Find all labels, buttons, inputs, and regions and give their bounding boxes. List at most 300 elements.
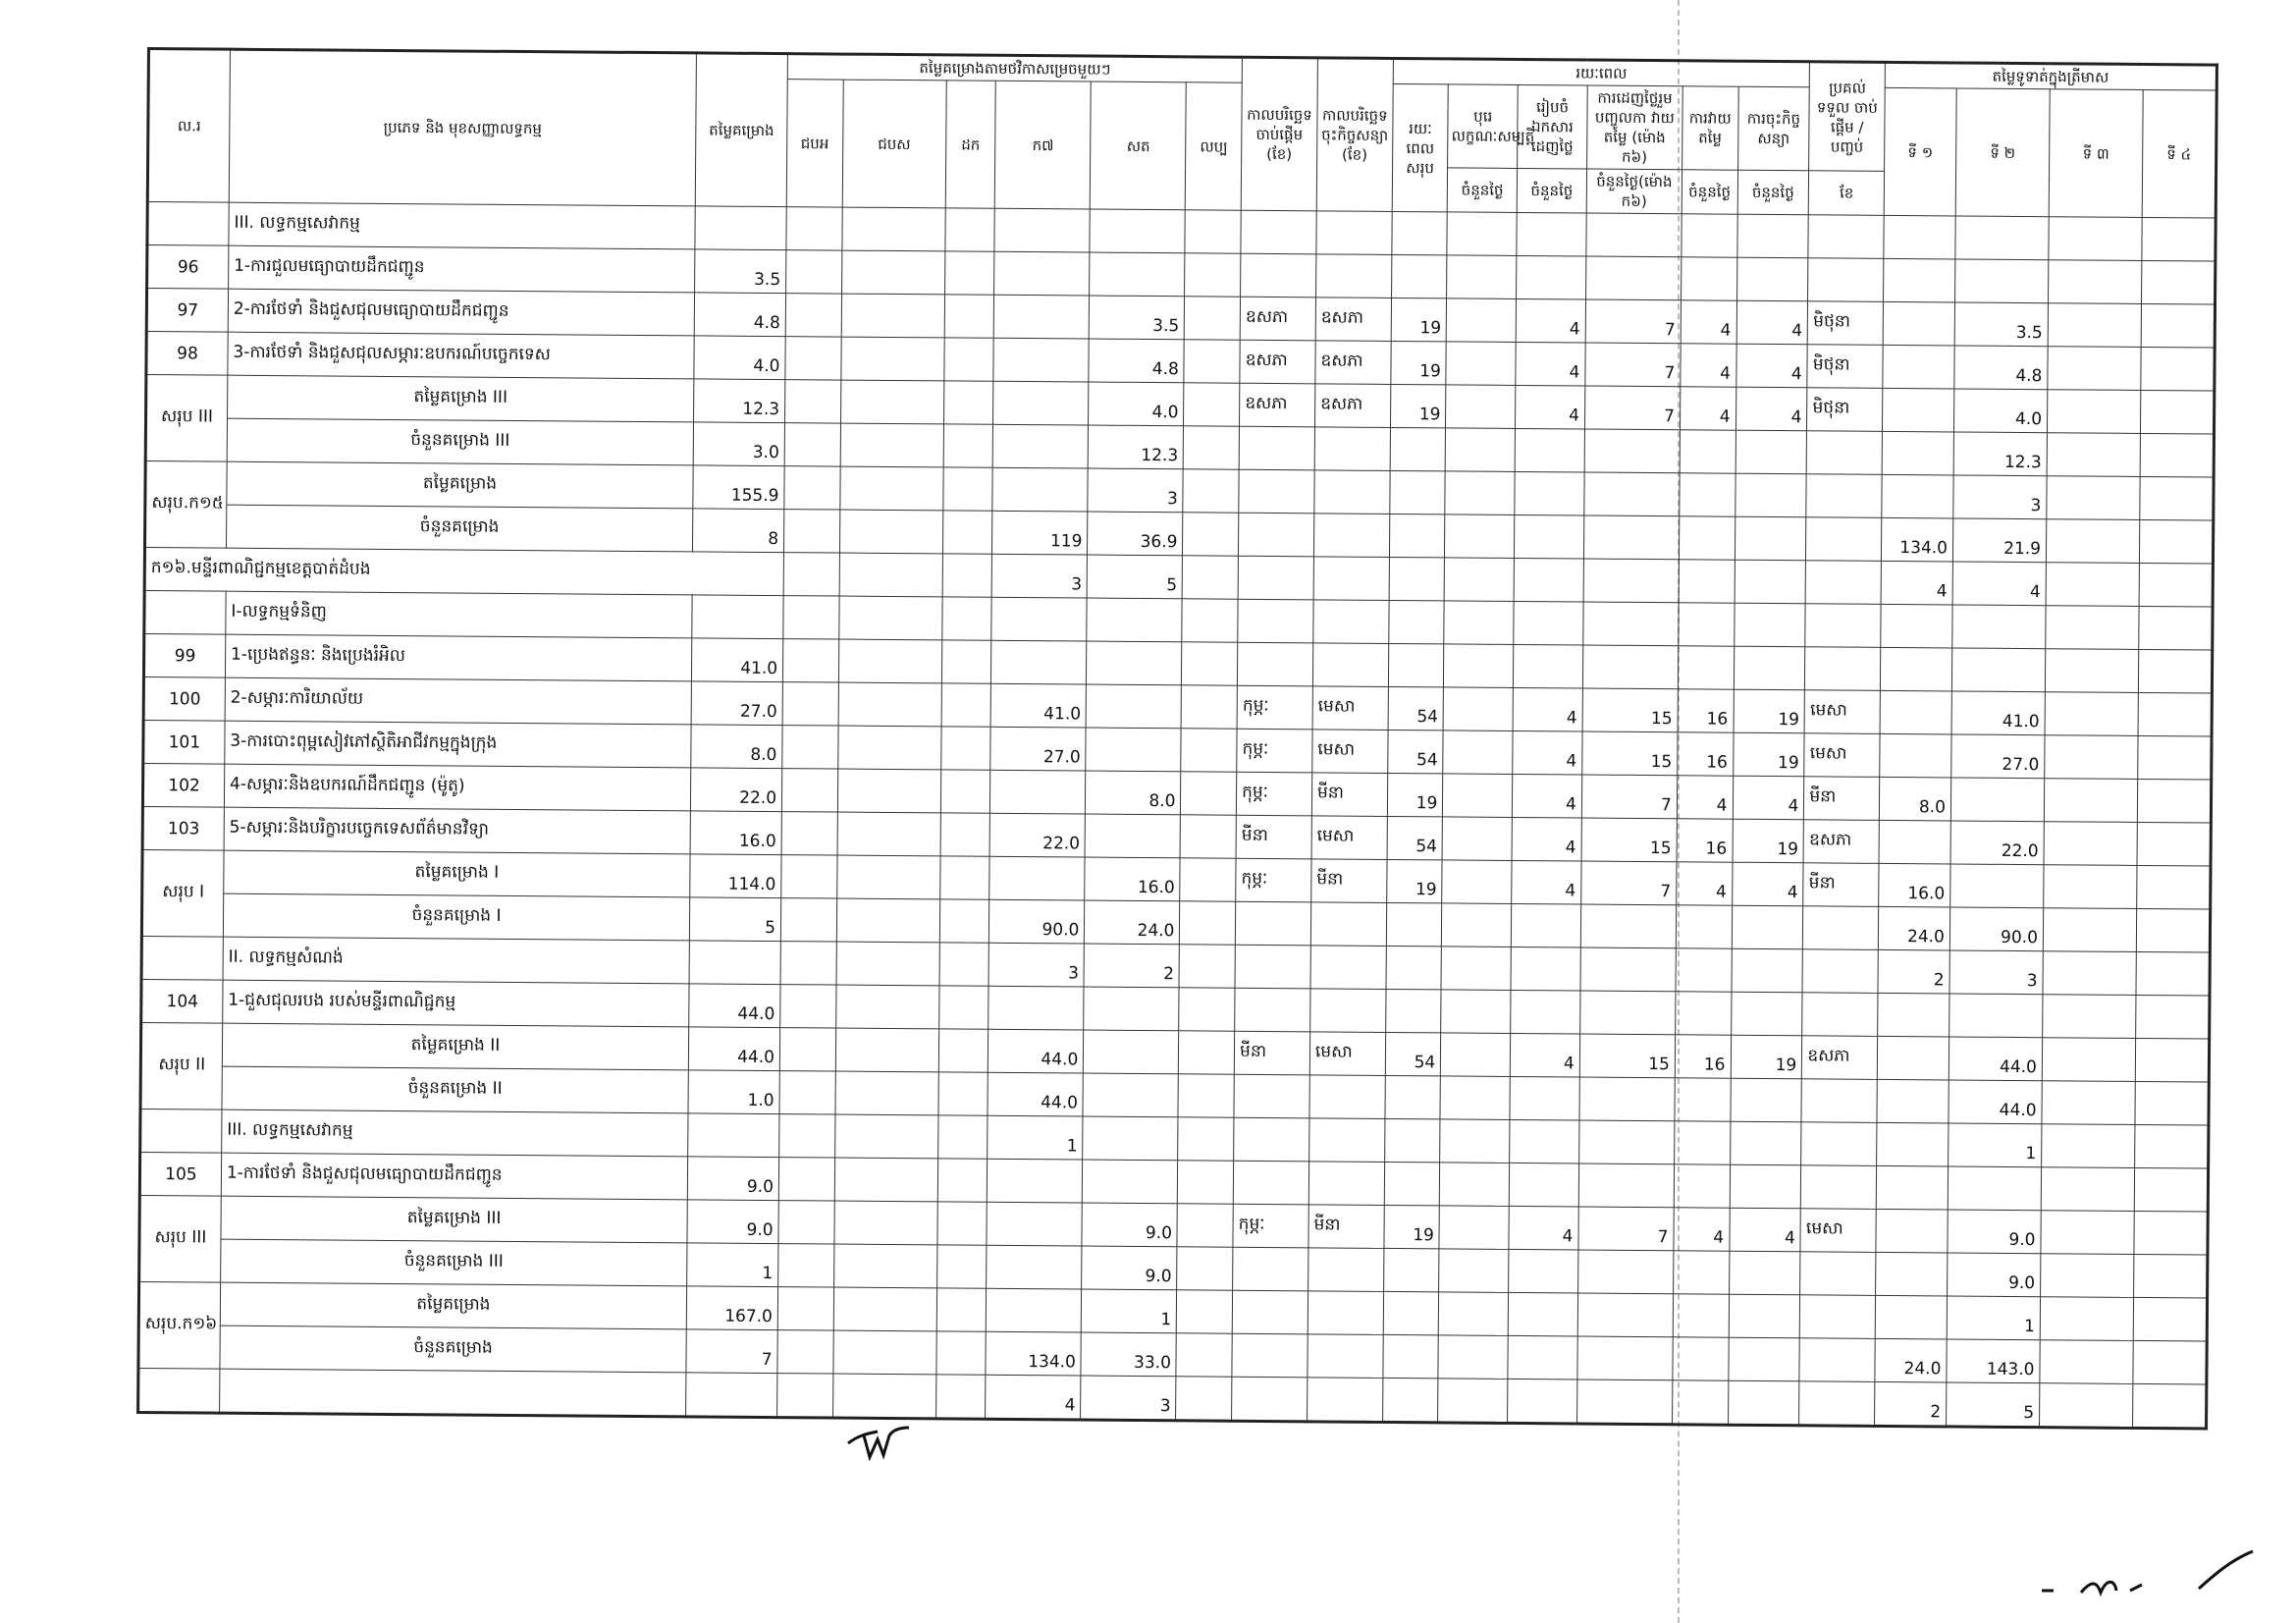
cell-q3 [2046,519,2139,564]
cell-d5: 19 [1734,689,1805,733]
cell-d2 [1515,471,1584,515]
header-by-source: តម្លៃគម្រោងតាមថវិកាសម្រេចមួយៗ [787,54,1242,83]
header-total-duration: រយៈពេលសរុប [1392,83,1449,211]
cell-q1 [1881,647,1952,691]
cell-q3 [2041,1167,2134,1212]
cell-q3 [2043,908,2136,952]
cell-k7 [994,208,1090,252]
cell-total [1389,600,1445,643]
cell-d1 [1443,730,1513,775]
cell-d5: 4 [1735,387,1807,431]
cell-contract [1310,902,1386,947]
cell-d4 [1673,1294,1729,1337]
signature-mark [844,1422,913,1461]
cell-q4 [2133,1383,2207,1429]
cell-k7: 27.0 [990,727,1086,771]
cell-total [1384,1118,1440,1162]
cell-month [1801,1079,1877,1123]
estimate-value: 27.0 [691,681,782,726]
header-src-col: ជបស [842,80,946,208]
cell-total: 19 [1386,859,1442,902]
cell-contract [1308,1248,1384,1292]
subtotal-group-label: សរុប.ក១៦ [138,1281,221,1369]
cell-lb [1180,858,1236,901]
group-title: ក១៦.មន្ទីរពាណិជ្ជកម្មខេត្តបាត់ដំបង [144,547,783,595]
cell-contract: មីនា [1311,859,1387,903]
cell-d4 [1676,992,1732,1035]
cell-q4 [2134,1167,2208,1212]
cell-lb [1178,1117,1234,1161]
cell-d5 [1734,603,1805,647]
cell-d2 [1508,1379,1577,1424]
cell-d4 [1679,603,1735,646]
cell-d5 [1730,1121,1801,1165]
cell-q3 [2047,390,2140,434]
cell-d3: 15 [1582,731,1678,776]
subtotal-group-label: សរុប I [141,849,224,937]
cell-lb [1178,1074,1234,1117]
cell-q1 [1875,1295,1947,1339]
cell-q3 [2048,347,2141,391]
row-number [147,202,229,246]
cell-d4: 16 [1678,732,1734,776]
cell-sot: 9.0 [1082,1246,1177,1290]
cell-d4 [1676,948,1732,992]
cell-jbs [840,423,943,467]
cell-q1 [1882,431,1953,475]
cell-contract [1312,643,1388,687]
cell-start [1241,210,1316,254]
empty-cell [686,1373,777,1418]
cell-start: កុម្ភៈ [1233,1204,1308,1248]
cell-total [1383,1334,1439,1378]
cell-month: មីនា [1803,863,1879,907]
cell-q3 [2041,1254,2134,1298]
cell-d2 [1511,947,1580,991]
cell-sot [1083,1116,1178,1161]
cell-month [1805,604,1881,648]
cell-d2 [1509,1249,1578,1293]
cell-contract: មេសា [1311,816,1387,860]
cell-jba [777,1374,833,1418]
cell-k7 [988,986,1084,1030]
cell-q2: 3 [1953,475,2047,519]
cell-month [1808,258,1884,302]
cell-q4 [2141,347,2215,391]
cell-d1 [1446,385,1516,429]
cell-jba [785,337,841,380]
cell-jbs [834,1114,937,1159]
header-dur-col: ការចុះកិច្ចសន្យា [1737,86,1809,171]
section-title: III. លទ្ធកម្មសេវាកម្ម [229,202,695,249]
cell-sot: 5 [1088,555,1183,599]
cell-d2 [1517,255,1586,299]
cell-q2: 4.0 [1953,389,2047,433]
cell-q4 [2140,433,2214,477]
cell-start [1238,642,1313,686]
cell-lb [1179,1031,1235,1074]
header-src-col: សត [1091,81,1187,210]
cell-dk [939,899,989,943]
cell-lb [1185,297,1241,340]
cell-k7: 44.0 [988,1072,1083,1116]
cell-d4 [1682,214,1737,257]
header-month: ខែ [1809,171,1885,216]
cell-jbs [842,207,945,251]
cell-d5 [1735,560,1806,604]
cell-d5 [1731,1078,1802,1122]
cell-jba [778,1158,834,1201]
cell-jba [782,726,838,769]
subtotal-group-label: សរុប III [145,375,228,462]
row-number: 99 [143,633,225,677]
cell-total [1388,643,1444,686]
cell-contract [1308,1291,1383,1335]
cell-jbs [834,1158,937,1202]
cell-month [1800,1252,1876,1296]
cell-start [1239,426,1314,470]
cell-month: ឧសភា [1802,1036,1878,1080]
cell-k7: 119 [992,511,1088,555]
cell-start [1238,599,1313,643]
cell-contract [1313,600,1389,644]
cell-contract [1316,211,1392,255]
cell-d3 [1580,904,1676,948]
table-body [138,202,2216,1430]
header-quarter: ទី ៤ [2142,89,2216,218]
cell-d1 [1438,1335,1508,1380]
cell-d2 [1508,1292,1577,1336]
cell-d4: 4 [1674,1208,1730,1251]
cell-q3 [2046,563,2139,607]
cell-jba [786,250,842,294]
cell-d4 [1678,646,1734,689]
cell-q1 [1883,388,1954,432]
cell-dk [937,1202,988,1245]
cell-jbs [836,855,939,899]
cell-d5: 4 [1729,1208,1800,1252]
row-number: 98 [146,332,228,376]
item-name: 1-ការជួលមធ្យោបាយដឹកជញ្ជូន [228,245,694,293]
cell-k7: 41.0 [990,683,1086,728]
cell-sot: 2 [1084,944,1179,988]
cell-q1: 134.0 [1882,517,1953,562]
cell-q3 [2043,951,2136,996]
cell-jba [779,1071,835,1114]
cell-q1: 2 [1875,1381,1947,1427]
cell-q3 [2047,433,2140,477]
cell-q4 [2136,995,2210,1039]
cell-start [1232,1333,1308,1378]
cell-jbs [838,639,941,683]
cell-d5: 4 [1733,776,1804,820]
cell-jbs [834,1201,937,1245]
cell-d1 [1444,558,1514,602]
subtotal-group-label: សរុប III [139,1195,222,1282]
cell-q3 [2044,779,2137,823]
cell-month [1803,906,1879,950]
cell-d4: 4 [1681,300,1736,344]
cell-jba [784,423,840,466]
cell-k7: 3 [991,554,1087,598]
cell-q3 [2048,303,2141,348]
handwritten-initials-mark [2032,1542,2268,1600]
cell-d2: 4 [1510,1033,1579,1077]
cell-sot [1084,987,1179,1031]
cell-contract: ឧសភា [1314,384,1390,428]
cell-dk [939,943,989,986]
cell-sot: 1 [1082,1289,1177,1333]
cell-q1: 24.0 [1879,906,1950,950]
cell-q2 [1950,864,2044,908]
cell-jbs [836,898,939,943]
cell-start: មីនា [1236,815,1311,859]
cell-dk [944,295,994,338]
cell-k7 [993,381,1089,425]
item-name: 5-សម្ភារៈនិងបរិក្ខារបច្ចេកទេសព័ត៌មានវិទ្យា [224,807,690,854]
row-number: 102 [142,763,224,807]
cell-sot [1083,1160,1178,1204]
cell-d1 [1440,1163,1510,1207]
cell-d3 [1584,429,1680,473]
cell-d4 [1672,1380,1728,1425]
table-header [147,49,2216,219]
cell-dk [938,986,988,1029]
row-number: 100 [143,676,225,721]
estimate-value: 1.0 [688,1070,779,1114]
cell-total: 19 [1384,1205,1440,1248]
cell-dk [943,424,993,467]
cell-d5 [1730,1164,1801,1209]
cell-q4 [2136,951,2210,996]
header-contract-period: កាលបរិច្ឆេទចុះកិច្ចសន្យា (ខែ) [1316,58,1393,212]
estimate-value: 4.8 [694,293,785,337]
cell-jbs [839,510,942,554]
cell-total: 54 [1387,730,1443,773]
cell-jba [781,855,837,898]
cell-d1 [1440,1119,1510,1163]
cell-d5: 19 [1731,1035,1802,1079]
subtotal-label: ចំនួនគម្រោង II [222,1066,688,1113]
section-title: II. លទ្ធកម្មសំណង់ [223,937,689,984]
cell-dk [938,1072,988,1115]
cell-contract [1308,1162,1384,1206]
cell-start: កុម្ភៈ [1236,772,1311,816]
cell-d2 [1510,1076,1579,1120]
estimate-value: 3.5 [695,249,786,294]
cell-q2: 5 [1946,1382,2039,1428]
cell-contract [1309,1118,1385,1163]
cell-month: មិថុនា [1807,345,1883,389]
cell-start: ឧសភា [1240,383,1315,427]
cell-q4 [2137,822,2211,866]
estimate-value: 12.3 [694,379,785,423]
cell-d5: 4 [1732,862,1803,906]
cell-lb [1182,599,1238,642]
header-quarter: ទី ២ [1955,88,2050,217]
cell-d1 [1445,471,1515,515]
cell-q2: 3.5 [1954,302,2048,347]
cell-k7 [993,338,1089,382]
cell-q4 [2134,1254,2208,1298]
cell-d3: 15 [1579,1034,1675,1078]
cell-month [1806,474,1882,518]
cell-jbs [840,380,943,424]
cell-q4 [2137,865,2211,909]
cell-sot [1086,728,1181,772]
cell-contract [1314,470,1390,514]
cell-d2: 4 [1509,1206,1578,1250]
cell-total [1390,470,1446,514]
cell-dk [935,1375,986,1419]
cell-d3 [1583,602,1679,646]
cell-jbs [837,812,940,856]
cell-sot [1084,1030,1179,1074]
cell-k7 [991,597,1087,641]
cell-contract [1313,514,1389,558]
cell-month: មិថុនា [1807,388,1883,432]
cell-jba [777,1287,833,1330]
cell-lb [1176,1333,1232,1377]
cell-dk [941,727,991,770]
cell-month [1802,993,1878,1037]
subtotal-label: តម្លៃគម្រោង III [227,375,693,422]
cell-start [1233,1247,1308,1291]
cell-lb [1176,1377,1232,1421]
cell-d2 [1515,514,1584,559]
cell-d4: 4 [1681,344,1736,387]
cell-q1 [1884,258,1955,302]
cell-d3: 7 [1584,386,1680,430]
cell-dk [937,1159,988,1202]
cell-d4: 16 [1677,819,1733,862]
estimate-value: 7 [686,1329,777,1374]
cell-total: 19 [1391,298,1447,341]
cell-d1 [1447,298,1517,343]
cell-start: មីនា [1234,1031,1309,1075]
cell-sot: 12.3 [1089,425,1184,469]
header-quarterly: តម្លៃទូទាត់ក្នុងត្រីមាស [1885,62,2216,90]
cell-start [1235,901,1310,946]
cell-d2 [1514,601,1583,645]
cell-d1 [1446,342,1516,386]
cell-lb [1180,901,1236,945]
cell-total: 19 [1391,341,1447,384]
cell-dk [944,251,994,295]
estimate-value [692,595,783,639]
item-name: 2-សម្ភារៈការិយាល័យ [225,677,691,725]
subtotal-label: តម្លៃគម្រោង [227,461,693,509]
cell-total: 19 [1390,384,1446,427]
cell-month [1805,647,1881,691]
cell-contract [1309,1075,1385,1119]
cell-d3 [1584,472,1680,516]
cell-q3 [2041,1211,2134,1255]
cell-total: 54 [1387,816,1443,859]
cell-k7 [994,251,1090,296]
estimate-value [689,941,780,985]
cell-contract: ឧសភា [1315,341,1391,385]
procurement-plan-sheet [136,47,2218,1431]
cell-d3 [1578,1163,1674,1208]
cell-dk [941,683,991,727]
cell-k7: 44.0 [988,1029,1084,1073]
cell-jbs [838,596,941,640]
cell-dk [940,770,990,813]
cell-q2 [1950,778,2044,822]
cell-d2: 4 [1513,687,1582,731]
cell-q1 [1883,301,1954,346]
cell-d2 [1517,212,1586,256]
cell-contract [1310,989,1386,1033]
cell-total [1383,1248,1439,1291]
cell-q2 [1948,1166,2041,1211]
cell-k7 [987,1245,1082,1289]
cell-d4: 16 [1678,689,1734,732]
header-dur-col: បុរេលក្ខណៈសម្បត្តិ [1448,84,1518,169]
cell-lb [1183,556,1239,599]
cell-d1 [1443,687,1513,731]
cell-contract: ឧសភា [1315,298,1391,342]
cell-q3 [2044,865,2137,909]
cell-d2 [1515,428,1584,472]
cell-q2: 44.0 [1949,1037,2042,1081]
cell-d2: 4 [1516,298,1585,343]
item-name: 3-ការថែទាំ និងជួសជុលសម្ភារៈឧបករណ៍បច្ចេកទេស [228,332,694,379]
cell-d2: 4 [1513,730,1582,775]
cell-q2: 4 [1952,562,2046,606]
cell-jbs [839,466,942,511]
cell-contract: មីនា [1311,773,1387,817]
cell-q2 [1951,648,2045,692]
cell-d2 [1514,558,1583,602]
cell-dk [936,1331,987,1375]
cell-q3 [2049,260,2142,304]
header-days-open: ចំនួនថ្ងៃ(ម៉ោង ក៦) [1586,169,1682,214]
subtotal-label: តម្លៃគម្រោង III [221,1196,687,1243]
cell-month [1806,517,1882,562]
row-number [144,590,226,634]
cell-jbs [833,1244,936,1288]
cell-q3 [2044,822,2137,866]
cell-q1 [1876,1209,1948,1253]
cell-k7: 90.0 [989,899,1085,944]
cell-jba [785,294,841,337]
cell-q4 [2141,390,2215,434]
cell-q1 [1877,1122,1949,1166]
cell-sot [1090,209,1185,253]
cell-contract: មេសា [1312,686,1388,730]
cell-d5 [1734,646,1805,690]
cell-d5 [1729,1294,1800,1338]
cell-start [1232,1377,1308,1422]
item-name: 1-ការថែទាំ និងជួសជុលមធ្យោបាយដឹកជញ្ជូន [221,1153,687,1200]
cell-q2: 1 [1947,1296,2040,1340]
cell-d1 [1439,1249,1509,1293]
cell-d4: 4 [1680,387,1735,430]
cell-d4 [1674,1164,1730,1208]
cell-q1 [1877,1079,1949,1123]
cell-dk [938,1029,988,1072]
estimate-value: 8 [693,509,784,553]
cell-d3: 7 [1585,299,1681,344]
cell-jbs [836,942,939,986]
header-quarter: ទី ១ [1884,87,1956,216]
cell-dk [936,1245,987,1288]
cell-q2: 143.0 [1947,1339,2040,1383]
cell-month [1802,949,1878,994]
cell-jbs [833,1287,936,1331]
